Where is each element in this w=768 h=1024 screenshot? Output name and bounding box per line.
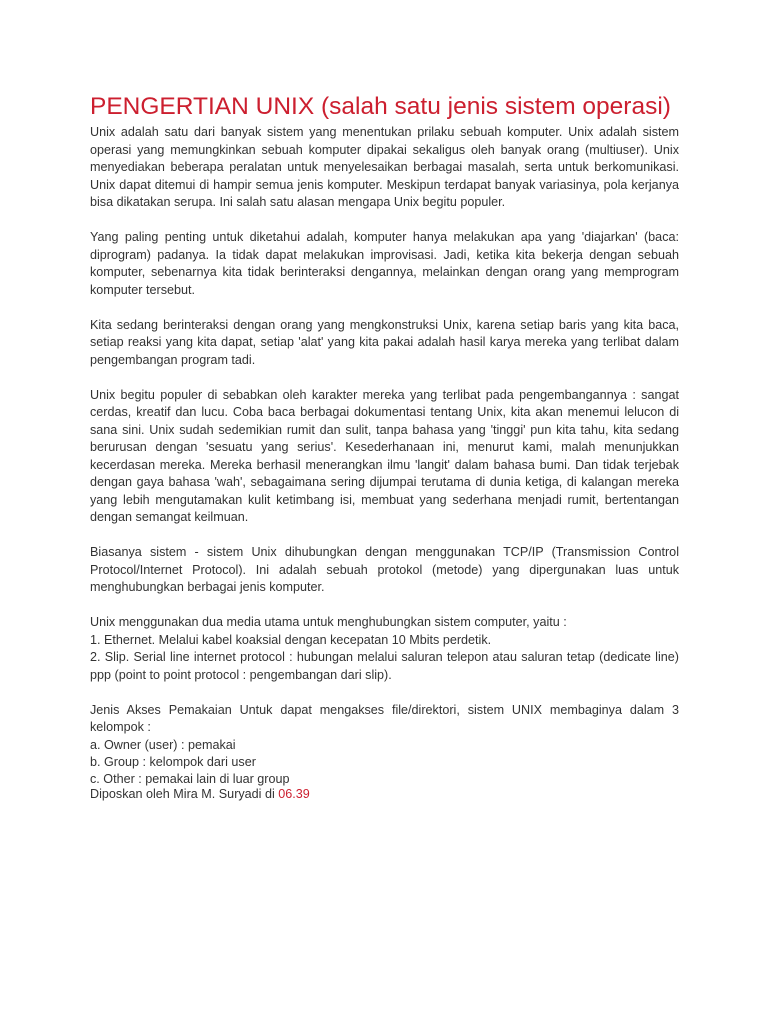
paragraph-spacer [90,527,679,545]
post-body [90,92,679,802]
paragraph-programming: Yang paling penting untuk diketahui adalah, komputer hanya melakukan apa yang 'diajarkan' (baca: diprogram) padanya. Ia tidak dapat melakukan improvisasi. Jadi, ketika kita bekerja dengan sebuah komputer, sebenarnya kita tidak berinteraksi dengannya, melainkan dengan orang yang memprogram komputer tersebut. [90,230,679,297]
access-item-group: b. Group : kelompok dari user [90,755,256,769]
access-item-other: c. Other : pemakai lain di luar group [90,771,290,786]
access-intro: Jenis Akses Pemakaian Untuk dapat mengakses file/direktori, sistem UNIX membaginya dalam 3 kelompok : [90,702,679,734]
paragraph-spacer [90,299,679,317]
post-time-link[interactable]: 06.39 [278,786,310,801]
media-item-slip: 2. Slip. Serial line internet protocol : hubungan melalui saluran telepon atau saluran tetap (dedicate line) ppp (point to point protocol : pengembangan dari slip). [90,650,679,682]
media-intro: Unix menggunakan dua media utama untuk menghubungkan sistem computer, yaitu : [90,615,567,629]
posted-by-text: Diposkan oleh Mira M. Suryadi di [90,786,279,801]
paragraph-popularity: Unix begitu populer di sebabkan oleh karakter mereka yang terlibat pada pengembangannya : sangat cerdas, kreatif dan lucu. Coba baca berbagai dokumentasi tentang Unix, kita akan menemui lelucon di sana sini. Unix sudah sedemikian rumit dan sulit, tanpa bahasa yang 'tinggi' pun kita tahu, kita sedang berurusan dengan 'sesuatu yang serius'. Kesederhanaan ini, menurut kami, malah menunjukkan kecerdasan mereka. Mereka berhasil menerangkan ilmu 'langit' dalam bahasa bumi. Dan tidak terjebak dengan gaya bahasa 'wah', sebagaimana sering dijumpai terutama di dunia ketiga, di kalangan mereka yang lebih mengutamakan kulit ketimbang isi, membuat yang sederhana menjadi rumit, bertentangan dengan semangat keilmuan. [90,387,679,524]
paragraph-intro: Unix adalah satu dari banyak sistem yang menentukan prilaku sebuah komputer. Unix adalah sistem operasi yang memungkinkan sebuah komputer dipakai sekaligus oleh banyak orang (multiuser). Unix menyediakan beberapa peralatan untuk menyelesaikan berbagai masalah, serta untuk berkomunikasi. Unix dapat ditemui di hampir semua jenis komputer. Meskipun terdapat banyak variasinya, pola kerjanya bisa dikatakan serupa. Ini salah satu alasan mengapa Unix begitu populer. [90,125,679,209]
paragraph-spacer [90,369,679,387]
post-title: PENGERTIAN UNIX (salah satu jenis sistem operasi) [90,93,671,120]
paragraph-spacer [90,597,679,615]
paragraph-interaction: Kita sedang berinteraksi dengan orang yang mengkonstruksi Unix, karena setiap baris yang kita baca, setiap reaksi yang kita dapat, setiap 'alat' yang kita pakai adalah hasil karya mereka yang terlibat dalam pengembangan program tadi. [90,317,679,367]
paragraph-spacer [90,684,679,702]
paragraph-spacer [90,212,679,230]
post-footer [90,787,679,802]
paragraph-tcpip: Biasanya sistem - sistem Unix dihubungkan dengan menggunakan TCP/IP (Transmission Control Protocol/Internet Protocol). Ini adalah sebuah protokol (metode) yang dipergunakan luas untuk menghubungkan berbagai jenis komputer. [90,545,679,594]
access-item-owner: a. Owner (user) : pemakai [90,737,236,752]
media-item-ethernet: 1. Ethernet. Melalui kabel koaksial dengan kecepatan 10 Mbits perdetik. [90,632,492,647]
